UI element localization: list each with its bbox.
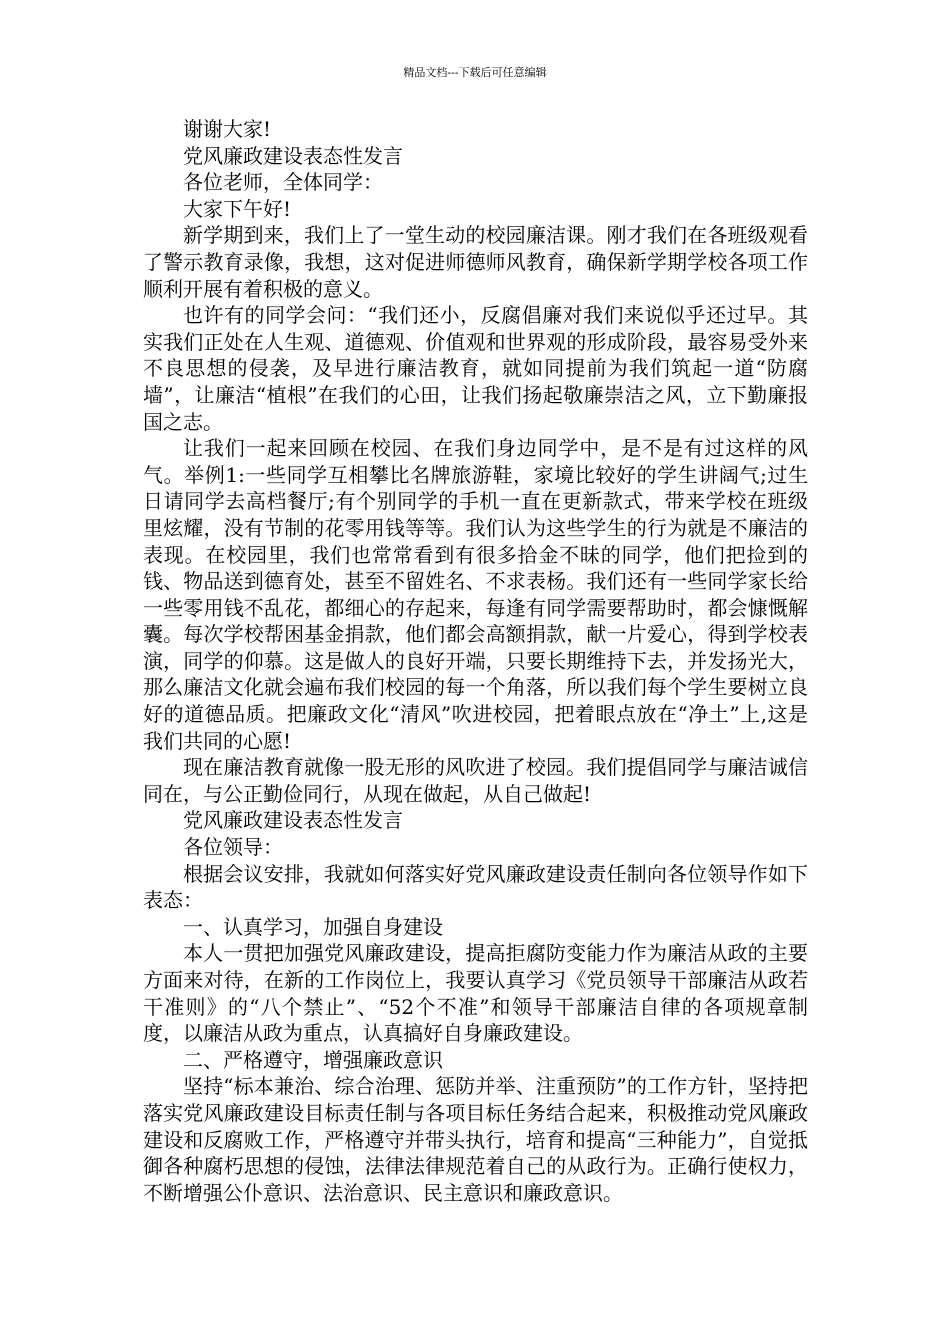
body-paragraph: 也许有的同学会问：“我们还小，反腐倡廉对我们来说似乎还过早。其实我们正处在人生观、道德观、价值观和世界观的形成阶段，最容易受外来不良思想的侵袭，及早进行廉洁教育，就如同提前为我们筑起一道“防腐墙”，让廉洁“植根”在我们的心田，让我们扬起敬廉崇洁之风，立下勤廉报国之志。 <box>143 303 808 434</box>
salutation: 各位老师，全体同学： <box>183 170 383 195</box>
section-heading: 二、严格遵守，增强廉政意识 <box>183 1047 443 1072</box>
speech-title: 党风廉政建设表态性发言 <box>183 808 403 833</box>
body-paragraph: 让我们一起来回顾在校园、在我们身边同学中，是不是有过这样的风气。举例1:一些同学互相攀比名牌旅游鞋，家境比较好的学生讲阔气;过生日请同学去高档餐厅;有个别同学的手机一直在更新款式，带来学校在班级里炫耀，没有节制的花零用钱等等。我们认为这些学生的行为就是不廉洁的表现。在校园里，我们也常常看到有很多拾金不昧的同学，他们把捡到的钱、物品送到德育处，甚至不留姓名、不求表杨。我们还有一些同学家长给一些零用钱不乱花，都细心的存起来，每逢有同学需要帮助时，都会慷慨解囊。每次学校帮困基金捐款，他们都会高额捐款，献一片爱心，得到学校表演，同学的仰慕。这是做人的良好开端，只要长期维持下去，并发扬光大，那么廉洁文化就会遍布我们校园的每一个角落，所以我们每个学生要树立良好的道德品质。把廉政文化“清风”吹进校园，把着眼点放在“净土”上,这是我们共同的心愿! <box>143 436 808 753</box>
salutation: 各位领导： <box>183 835 283 860</box>
section-heading: 一、认真学习，加强自身建设 <box>183 914 443 939</box>
page-header: 精品文档---下载后可任意编辑 <box>403 66 547 79</box>
greeting: 大家下午好! <box>183 196 292 221</box>
body-paragraph: 现在廉洁教育就像一股无形的风吹进了校园。我们提倡同学与廉洁诚信同在，与公正勤俭同行，从现在做起，从自己做起! <box>143 755 808 806</box>
body-paragraph: 坚持“标本兼治、综合治理、惩防并举、注重预防”的工作方针，坚持把落实党风廉政建设目标责任制与各项目标任务结合起来，积极推动党风廉政建设和反腐败工作，严格遵守并带头执行，培育和提高“三种能力”，自觉抵御各种腐朽思想的侵蚀，法律法律规范着自己的从政行为。正确行使权力，不断增强公仆意识、法治意识、民主意识和廉政意识。 <box>143 1074 808 1205</box>
closing-thanks: 谢谢大家! <box>183 117 272 141</box>
body-paragraph: 本人一贯把加强党风廉政建设，提高拒腐防变能力作为廉洁从政的主要方面来对待，在新的工作岗位上，我要认真学习《党员领导干部廉洁从政若干准则》的“八个禁止”、“52个不准”和领导干部廉洁自律的各项规章制度，以廉洁从政为重点，认真搞好自身廉政建设。 <box>143 941 808 1046</box>
speech-title: 党风廉政建设表态性发言 <box>183 143 403 168</box>
document-body <box>143 116 808 1206</box>
body-paragraph: 根据会议安排，我就如何落实好党风廉政建设责任制向各位领导作如下表态： <box>143 861 808 913</box>
body-paragraph: 新学期到来，我们上了一堂生动的校园廉洁课。刚才我们在各班级观看了警示教育录像，我想，这对促进师德师风教育，确保新学期学校各项工作顺利开展有着积极的意义。 <box>143 223 808 301</box>
